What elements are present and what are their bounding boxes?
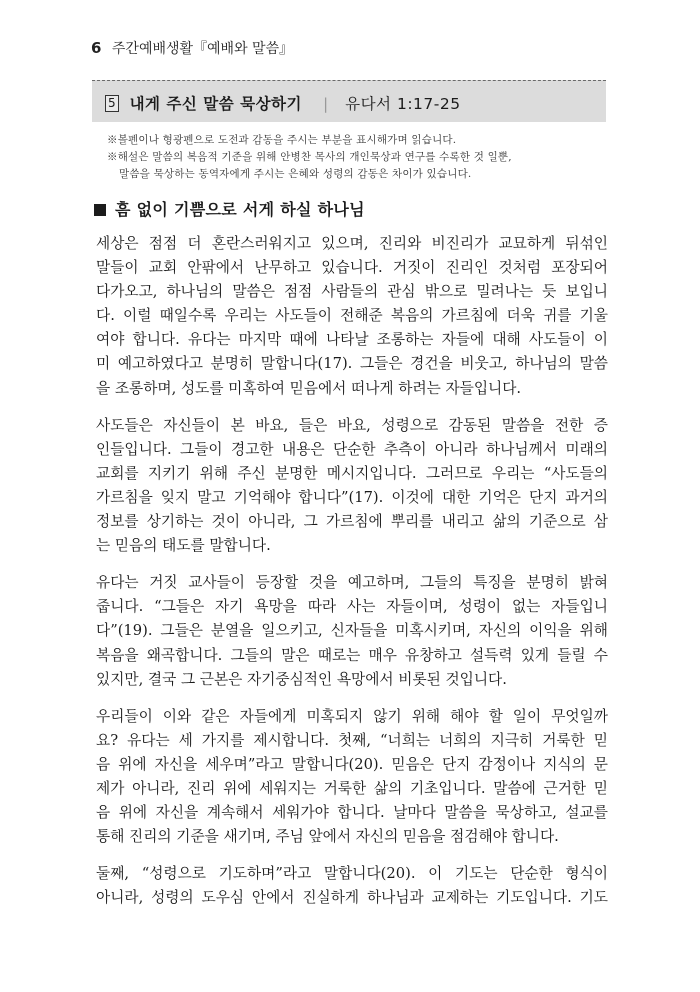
text-line: 사도들은 자신들이 본 바요, 들은 바요, 성령으로 감동된 말씀을 전한 증 xyxy=(96,416,608,434)
note-line: 말씀을 묵상하는 동역자에게 주시는 은혜와 성령의 감동은 차이가 있습니다. xyxy=(119,168,472,180)
running-header xyxy=(91,38,293,58)
body-paragraph xyxy=(96,232,608,401)
text-line: 여야 합니다. 유다는 마지막 때에 나타날 조롱하는 자들에 대해 사도들이 이 xyxy=(96,331,608,349)
section-number-badge: 5 xyxy=(105,95,119,112)
text-line: 음 위에 자신을 세우며”라고 말합니다(20). 믿음은 단지 감정이나 지식의 문 xyxy=(96,755,608,773)
text-line: 음 위에 자신을 계속해서 세워가야 합니다. 날마다 말씀을 묵상하고, 설교를 xyxy=(96,804,608,822)
text-line: 는 믿음의 태도를 말합니다. xyxy=(96,537,271,555)
page-number: 6 xyxy=(91,39,102,57)
text-line: 말들이 교회 안팎에서 난무하고 있습니다. 거짓이 진리인 것처럼 포장되어 xyxy=(96,259,608,277)
text-line: 다. 이럴 때일수록 우리는 사도들이 전해준 복음의 가르침에 더욱 귀를 기울 xyxy=(96,307,608,325)
running-title: 주간예배생활『예배와 말씀』 xyxy=(111,41,294,57)
text-line: 복음을 왜곡합니다. 그들의 말은 때로는 매우 유창하고 설득력 있게 들릴 수 xyxy=(96,646,608,664)
section-title-box xyxy=(92,80,606,122)
text-line: 제가 아니라, 진리 위에 세워지는 거룩한 삶의 기초입니다. 말씀에 근거한 믿 xyxy=(96,779,608,797)
note-line: ※볼펜이나 형광펜으로 도전과 감동을 주시는 부분을 표시해가며 읽습니다. xyxy=(107,134,457,146)
text-line: 줍니다. “그들은 자기 욕망을 따라 사는 자들이며, 성령이 없는 자들입니 xyxy=(96,598,608,616)
text-line: 정보를 상기하는 것이 아니라, 그 가르침에 뿌리를 내리고 삶의 기준으로 삼 xyxy=(96,513,608,531)
text-line: 미 예고하였다고 분명히 말합니다(17). 그들은 경건을 비웃고, 하나님의 말씀 xyxy=(96,355,608,373)
note-line: ※해설은 말씀의 복음적 기준을 위해 안병찬 목사의 개인묵상과 연구를 수록한 것 일뿐, xyxy=(107,151,512,163)
subheading-text: 흠 없이 기쁨으로 서게 하실 하나님 xyxy=(115,200,365,219)
body-paragraph xyxy=(96,862,608,910)
text-line: 있지만, 결국 그 근본은 자기중심적인 욕망에서 비롯된 것입니다. xyxy=(96,670,507,688)
body-paragraph xyxy=(96,414,608,559)
body-paragraph xyxy=(96,571,608,691)
subheading xyxy=(94,197,365,220)
title-separator: | xyxy=(322,95,329,113)
text-line: 둘째, “성령으로 기도하며”라고 말합니다(20). 이 기도는 단순한 형식이 xyxy=(96,865,608,883)
text-line: 교회를 지키기 위해 주신 분명한 메시지입니다. 그러므로 우리는 “사도들의 xyxy=(96,464,608,482)
section-title: 내게 주신 말씀 묵상하기 xyxy=(129,95,302,113)
text-line: 인들입니다. 그들이 경고한 내용은 단순한 추측이 아니라 하나님께서 미래의 xyxy=(96,440,608,458)
text-line: 세상은 점점 더 혼란스러워지고 있으며, 진리와 비진리가 교묘하게 뒤섞인 xyxy=(96,235,608,252)
square-bullet-icon xyxy=(94,204,106,216)
reading-notes xyxy=(107,132,603,183)
text-line: 통해 진리의 기준을 새기며, 주님 앞에서 자신의 믿음을 점검해야 합니다. xyxy=(96,828,559,846)
text-line: 다”(19). 그들은 분열을 일으키고, 신자들을 미혹시키며, 자신의 이익을 위해 xyxy=(96,622,608,640)
body-paragraph xyxy=(96,705,608,850)
text-line: 을 조롱하며, 성도를 미혹하여 믿음에서 떠나게 하려는 자들입니다. xyxy=(96,379,522,397)
text-line: 요? 유다는 세 가지를 제시합니다. 첫째, “너희는 너희의 지극히 거룩한 믿 xyxy=(96,731,608,749)
text-line: 유다는 거짓 교사들이 등장할 것을 예고하며, 그들의 특징을 분명히 밝혀 xyxy=(96,574,608,592)
text-line: 아니라, 성령의 도우심 안에서 진실하게 하나님과 교제하는 기도입니다. 기도 xyxy=(96,889,608,907)
scripture-reference: 유다서 1:17-25 xyxy=(345,95,461,113)
text-line: 우리들이 이와 같은 자들에게 미혹되지 않기 위해 해야 할 일이 무엇일까 xyxy=(96,707,608,725)
text-line: 다가오고, 하나님의 말씀은 점점 사람들의 관심 밖으로 밀려나는 듯 보입니 xyxy=(96,283,608,301)
text-line: 가르침을 잊지 말고 기억해야 합니다”(17). 이것에 대한 기억은 단지 과거의 xyxy=(96,488,608,506)
body-text xyxy=(96,232,608,923)
